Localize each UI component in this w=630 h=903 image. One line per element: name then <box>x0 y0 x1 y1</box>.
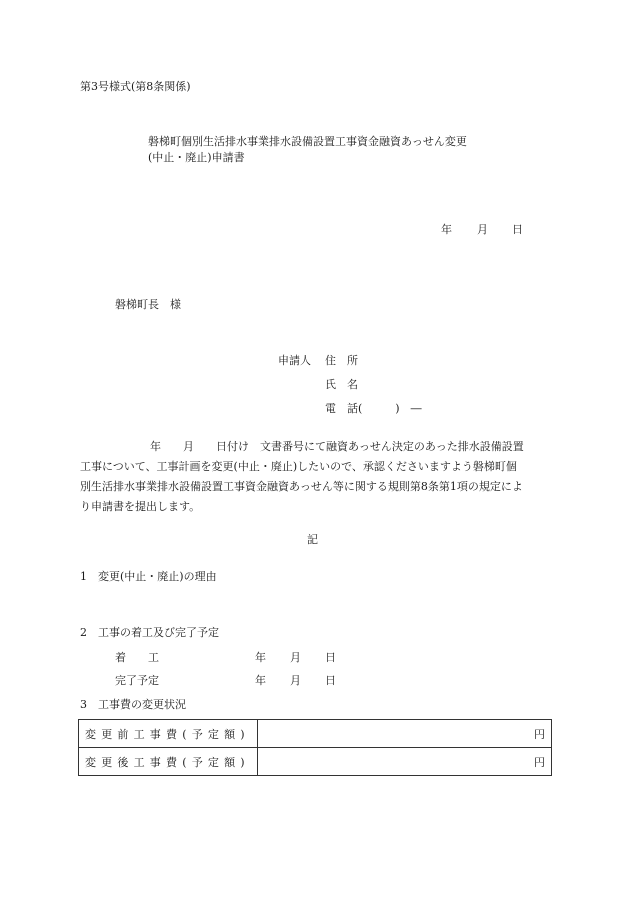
schedule-complete-day: 日 <box>325 674 336 687</box>
body-line: 年 月 日付け 文書番号にて融資あっせん決定のあった排水設備設置 <box>150 440 524 453</box>
ki-heading: 記 <box>307 533 318 546</box>
document-title-line1: 磐梯町個別生活排水事業排水設備設置工事資金融資あっせん変更 <box>148 135 467 148</box>
section-1-heading: 1 変更(中止・廃止)の理由 <box>80 570 217 583</box>
cost-after-value[interactable]: 円 <box>258 748 552 776</box>
schedule-complete-year: 年 <box>255 674 266 687</box>
cost-before-value[interactable]: 円 <box>258 720 552 748</box>
body-line: 工事について、工事計画を変更(中止・廃止)したいので、承認くださいますよう磐梯町個 <box>80 460 517 473</box>
document-title-line2: (中止・廃止)申請書 <box>148 151 245 164</box>
section-2-heading: 2 工事の着工及び完了予定 <box>80 626 219 639</box>
section-3-heading: 3 工事費の変更状況 <box>80 698 186 711</box>
form-number: 第3号様式(第8条関係) <box>80 80 191 93</box>
schedule-start-month: 月 <box>290 651 301 664</box>
applicant-name-label: 氏 名 <box>325 378 358 391</box>
cost-before-label: 変更前工事費(予定額) <box>79 720 258 748</box>
schedule-start-year: 年 <box>255 651 266 664</box>
schedule-start-day: 日 <box>325 651 336 664</box>
table-row <box>79 748 552 776</box>
addressee: 磐梯町長 様 <box>115 298 181 311</box>
date-day: 日 <box>512 223 523 236</box>
body-line: り申請書を提出します。 <box>80 500 201 513</box>
schedule-complete-month: 月 <box>290 674 301 687</box>
applicant-label: 申請人 <box>278 354 311 367</box>
applicant-address-label: 住 所 <box>325 354 358 367</box>
date-month: 月 <box>477 223 488 236</box>
date-year: 年 <box>441 223 452 236</box>
body-paragraph <box>80 437 552 517</box>
cost-after-label: 変更後工事費(予定額) <box>79 748 258 776</box>
schedule-complete-label: 完了予定 <box>115 674 159 687</box>
applicant-phone-label: 電 話( ) ― <box>325 402 422 415</box>
cost-table <box>78 719 552 776</box>
table-row <box>79 720 552 748</box>
schedule-start-label: 着 工 <box>115 651 159 664</box>
body-line: 別生活排水事業排水設備設置工事資金融資あっせん等に関する規則第8条第1項の規定によ <box>80 480 523 493</box>
